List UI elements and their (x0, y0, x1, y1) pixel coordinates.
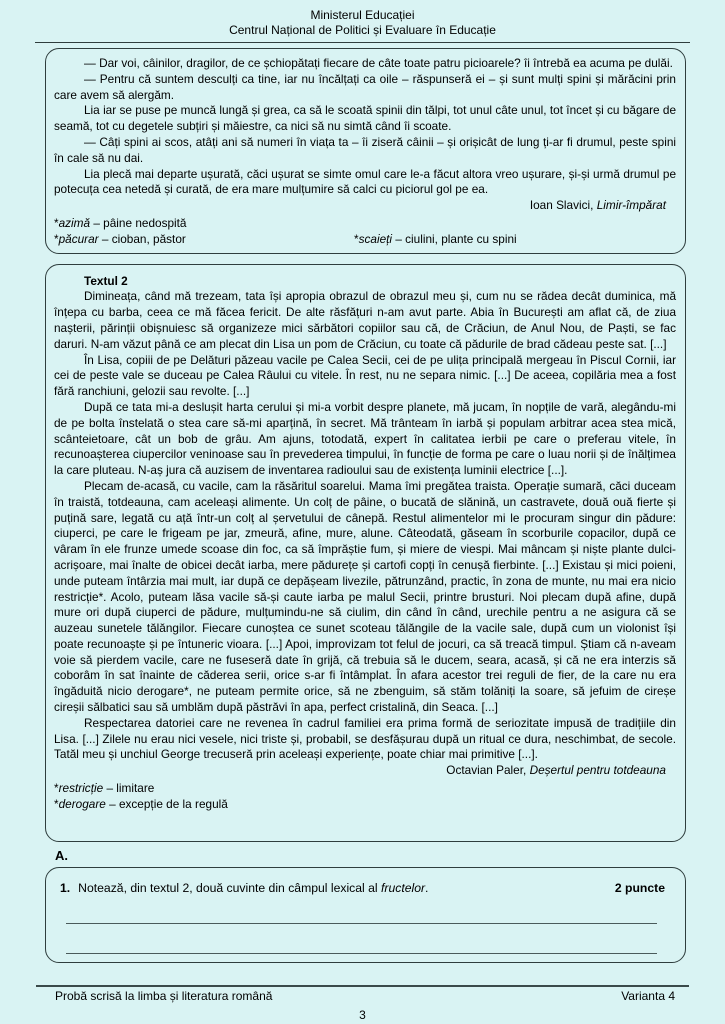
text1-footnotes (54, 216, 676, 248)
text1-paragraph: — Dar voi, câinilor, dragilor, de ce șchiopătați fiecare de câte toate patru picioarele? îi întrebă ea acuma pe dulăi. (84, 56, 673, 70)
text1-work-title: Limir-împărat (596, 198, 666, 213)
text2-box (45, 264, 686, 842)
text2-work-title: Deșertul pentru totdeauna (529, 763, 666, 778)
text2-paragraph: Dimineața, când mă trezeam, tata își apropia obrazul de obrazul meu și, cum nu se rădea decât duminica, mă înțepa cu barba, ceea ce mă făcea fericit. De alte răsfățuri n-am avut parte. Abia în București am aflat că, de ziua nașterii, părinții obișnuiesc să organizeze mici sărbători copiilor sau că, de Crăciun, de Anul Nou, de Paști, se fac daruri. N-am văzut până ce am plecat din Lisa un pom de Crăciun, cu toate că pădurile de brad cădeau peste sat. [...] (54, 289, 676, 351)
text2-heading: Textul 2 (84, 273, 128, 288)
text1-author: Ioan Slavici, (529, 198, 597, 213)
text1-paragraph: — Câți spini ai scos, atâți ani să numeri în viața ta – îi ziseră câinii – și orișicât de lung ți-ar fi drumul, peste spini în cale să nu dai. (54, 134, 676, 165)
text1-paragraph: — Pentru că suntem desculți ca tine, iar nu încălțați ca oile – răspunseră ei – și sunt mulți spini și mărăcini prin care avem să alergăm. (54, 71, 676, 102)
footnote: *scaieți – ciulini, plante cu spini (354, 231, 517, 246)
text1-paragraph: Lia iar se puse pe muncă lungă și grea, ca să le scoată spinii din tălpi, tot unul câte unul, tot încet și cu băgare de seamă, tot cu degetele subțiri și măiestre, ca nici să nu simtă când îi scoate. (54, 103, 676, 134)
text2-paragraph: Respectarea datoriei care ne revenea în cadrul familiei era prima formă de seriozitate impusă de tradițiile din Lisa. [...] Zilele nu erau nici vesele, nici triste și, probabil, se desfășurau după un ritual ce dura, neschimbat, de secole. Tatăl meu și unchiul George trecuseră prin aceleași experiențe, poate chiar mai primitive [...]. (54, 715, 676, 762)
text1-attribution (54, 198, 676, 214)
section-a-label: A. (55, 847, 68, 863)
footnote: *azimă – pâine nedospită (54, 215, 187, 230)
question-italic-word: fructelor (381, 881, 426, 896)
header-ministry: Ministerul Educației (310, 8, 415, 22)
footnote: *restricție – limitare (54, 781, 155, 796)
page-header (0, 8, 725, 38)
question-number: 1. (60, 881, 71, 896)
text2-paragraph: Plecam de-acasă, cu vacile, cam la răsăritul soarelui. Mama îmi pregătea traista. Operație sumară, căci duceam în traistă, totdeauna, cam aceleași alimente. Un colț de pâine, o bucată de slănină, un castravete, două ouă fierte și puțină sare, legată cu ață într-un colț al șervetului de cânepă. Restul alimentelor mi le procuram singur din pădure: ciuperci, pe care le frigeam pe jar, zmeură, afine, mure, alune. Câteodată, găseam în scorburile copacilor, după ce vâram în ele frunze umede scoase din foc, ca să împrăștie fum, și miere de viespi. Mai mâncam și niște plante dulci-acrișoare, mai înalte de obicei decât iarba, mere pădurețe și cartofi copți în cenușă fierbinte. [...] Existau și mici poieni, unde puteam întârzia mai mult, iar după ce depășeam livezile, pătrunzând, practic, în zona de munte, nu mai era nicio restricție*. Acolo, puteam lăsa vacile să-și caute iarba pe malul Secii, printre brusturi. Noi plecam după afine, după mure ori după ciuperci de pădure, mulțumindu-ne să ciulim, din când în când, urechile pentru a ne asigura că se auzeau sunetele tălăngilor. Fiecare cunoștea ce sunet scoteau tălăngile de la vacile sale, după cum un violonist își poate recunoaște și pe întuneric vioara. [...] Apoi, improvizam tot felul de jocuri, ca să treacă timpul. Știam că n-aveam voie să pierdem vacile, care ne fuseseră date în grijă, că trebuia să le ducem, seara, acasă, și că ne era interzis să coborâm în sat înainte de căderea serii, orice s-ar fi întâmplat. În afara acestor trei reguli de fier, de la care nu era îngăduită nicio derogare*, ne puteam permite orice, să ne zbenguim, să stăm tolăniți la soare, să jefuim de cireșe cireșii sălbatici sau să umblăm după păstrăvi în apa, perfect cristalină, din Seaca. [...] (54, 478, 676, 715)
header-divider (35, 42, 690, 43)
question-1-box (45, 867, 686, 963)
footer-variant: Varianta 4 (621, 989, 675, 1004)
footer-exam-title: Probă scrisă la limba și literatura română (55, 989, 273, 1004)
text2-footnotes (54, 781, 676, 813)
footer-divider (36, 985, 689, 987)
text1-box (45, 48, 686, 254)
footnote-row (54, 232, 676, 248)
page-footer (0, 979, 725, 1024)
text2-paragraph: În Lisa, copiii de pe Delături păzeau vacile pe Calea Secii, cei de pe ulița principală mergeau în Piscul Cornii, iar cei de peste vale se duceau pe Calea Râului cu vitele. În rest, nu ne separa nimic. [...] De aceea, copilăria mea a fost fără ranchiuni, gelozii sau revolte. [...] (54, 352, 676, 399)
answer-line-2 (66, 924, 657, 954)
header-center: Centrul Național de Politici și Evaluare în Educație (229, 23, 496, 37)
text2-attribution (54, 763, 676, 779)
text1-paragraph: Lia plecă mai departe ușurată, căci ușurat se simte omul care le-a făcut altora vreo ușurare, și-și urmă drumul pe potecuța cea netedă și curată, de era mare mulțumire să calci cu piciorul gol pe ea. (54, 166, 676, 197)
text2-paragraph: După ce tata mi-a deslușit harta cerului și mi-a vorbit despre planete, mă jucam, în nopțile de vară, alegându-mi de pe bolta înstelată o stea care să-mi aparțină, în secret. Mă trânteam în iarbă și populam arbitrar acea stea mică, scânteietoare, cât un bob de grâu. Am ajuns, totodată, expert în calitatea ierbii pe care o preferau vitele, în recunoașterea ciupercilor veninoase sau în prevederea timpului, în funcție de forma pe care o luau norii și de înălțimea la care pluteau. N-aș jura că auzisem de inventarea radioului sau de existența luminii electrice [...]. (54, 399, 676, 478)
footnote: *păcurar – cioban, păstor (54, 231, 186, 246)
footnote: *derogare – excepție de la regulă (54, 796, 228, 811)
question-text: Notează, din textul 2, două cuvinte din câmpul lexical al fructelor. (78, 881, 429, 896)
text2-author: Octavian Paler, (446, 763, 530, 778)
question-1 (60, 881, 669, 897)
page-number: 3 (359, 1008, 366, 1023)
question-points: 2 puncte (614, 881, 665, 896)
answer-line-1 (66, 897, 657, 924)
